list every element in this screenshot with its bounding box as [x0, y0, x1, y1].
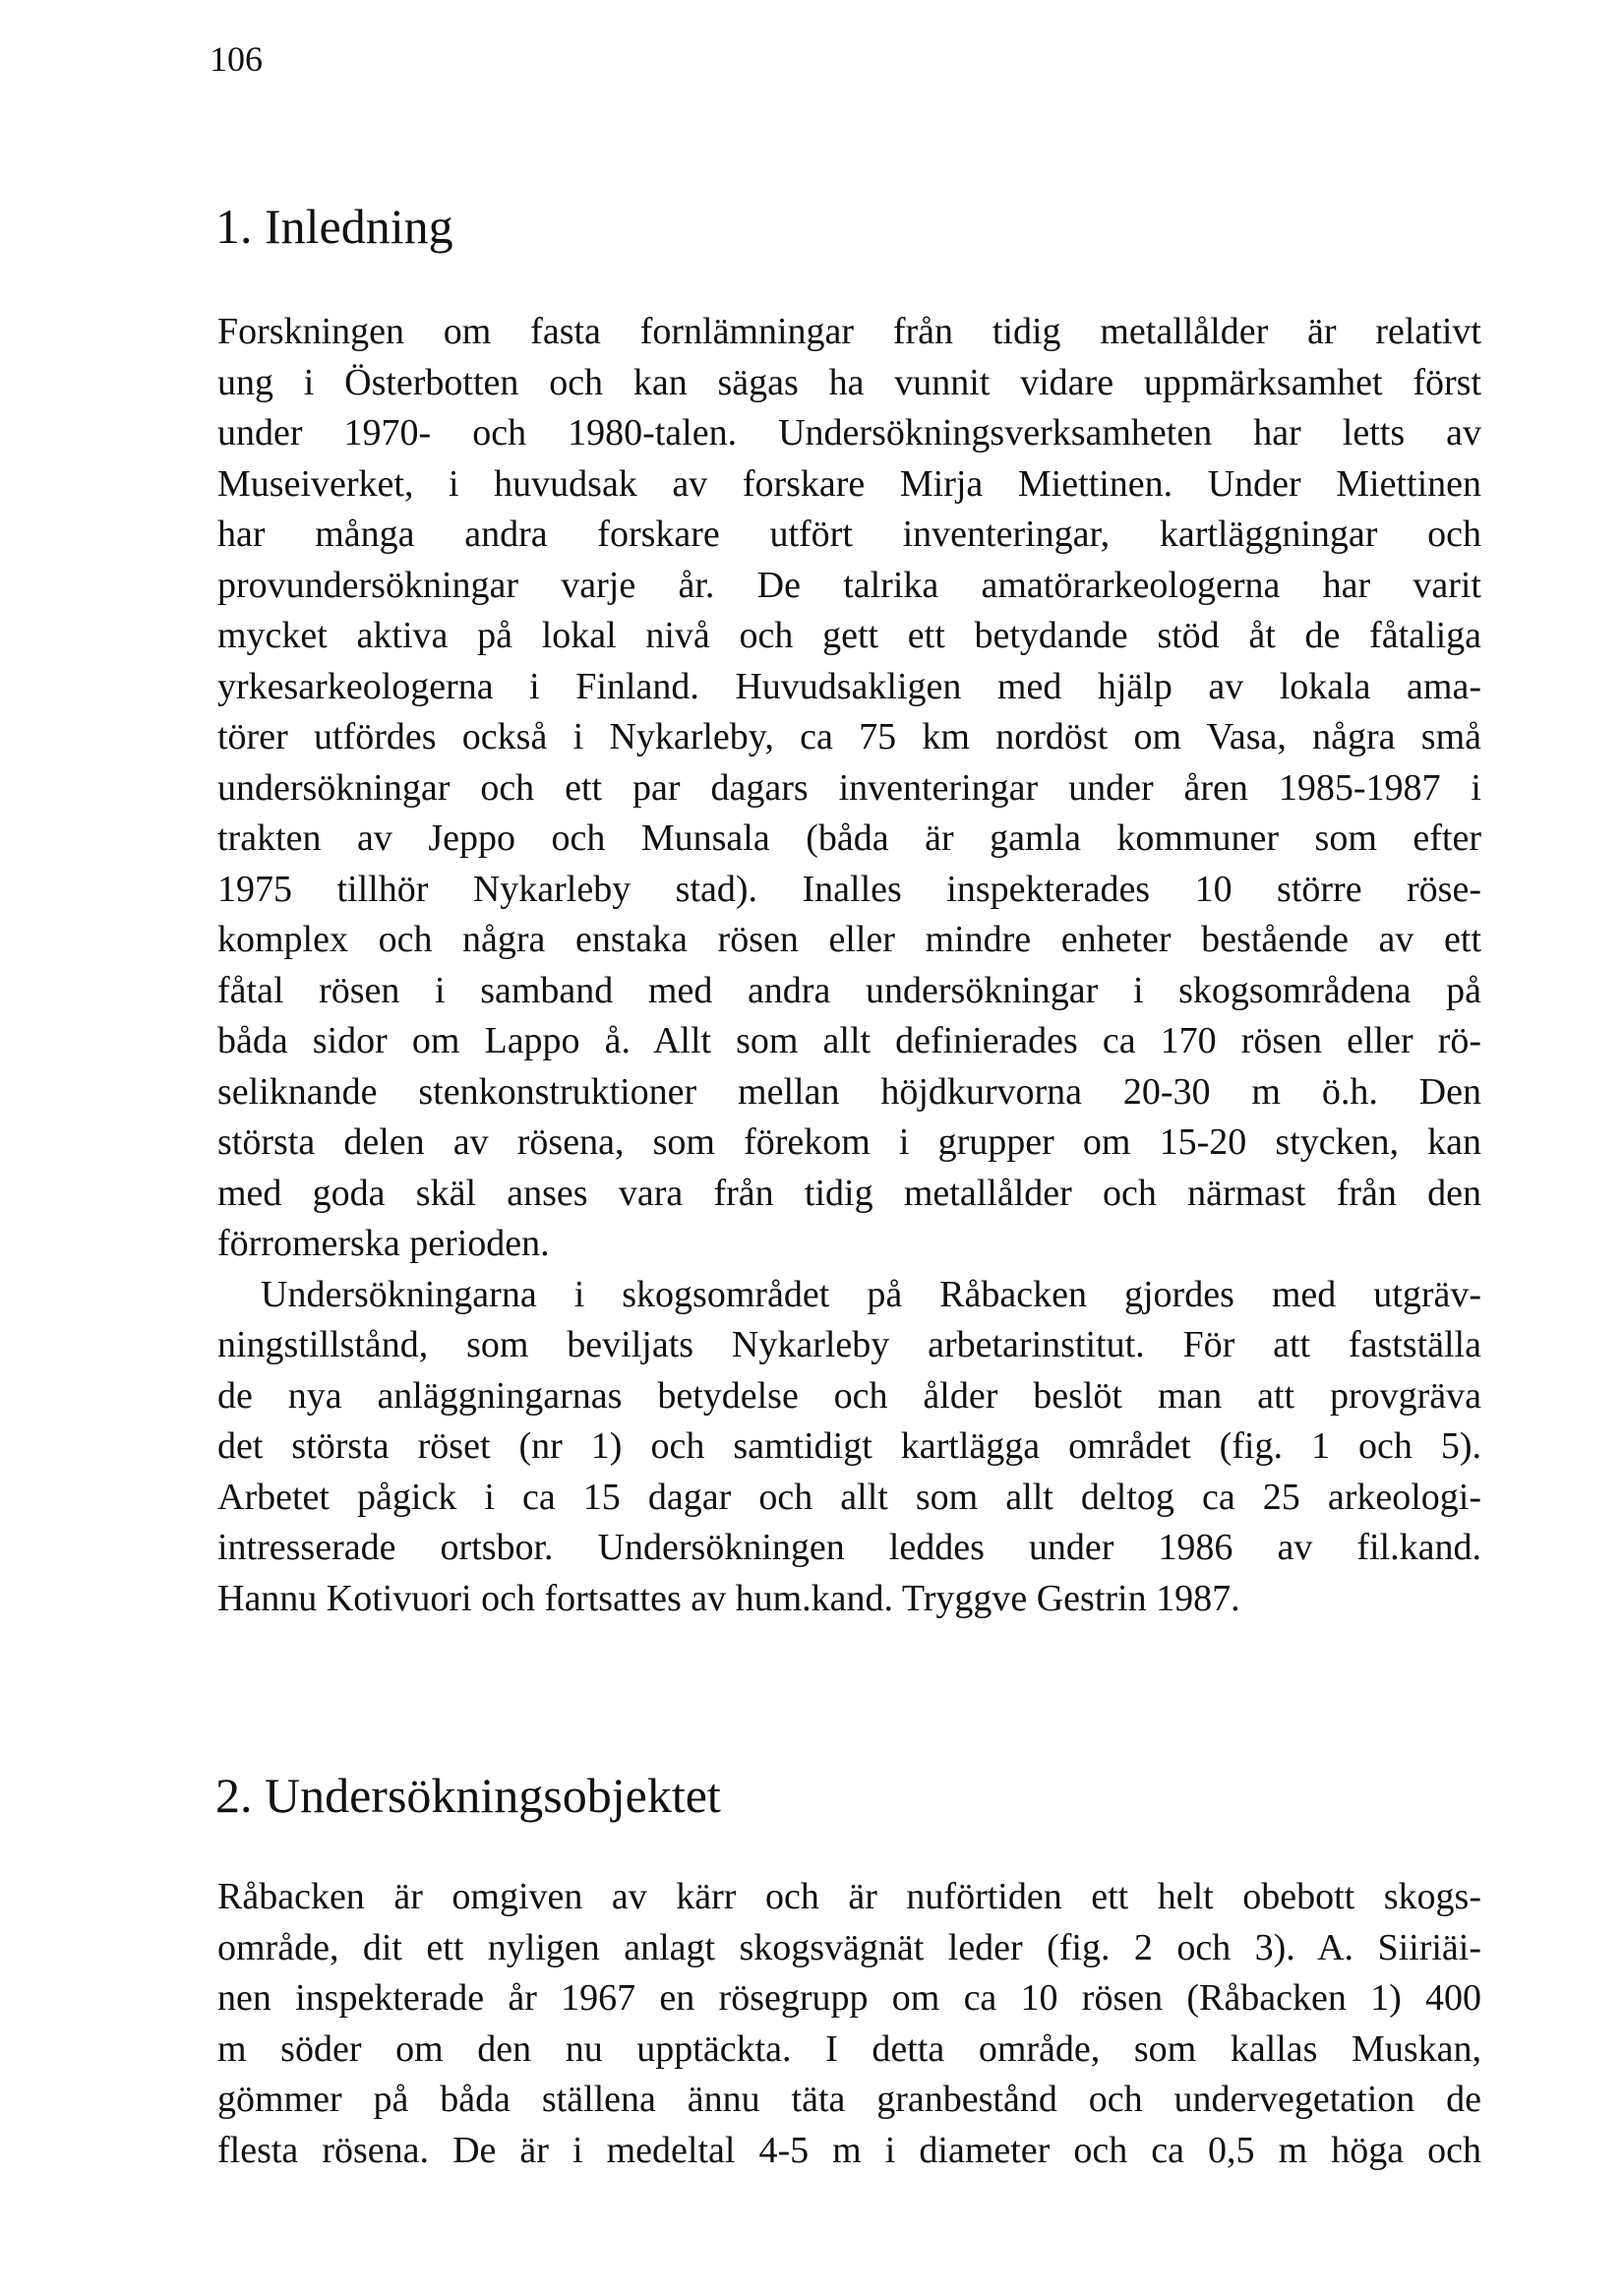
text-line: under 1970- och 1980-talen. Undersökningsverksamheten har letts av — [217, 412, 1481, 453]
text-line: undersökningar och ett par dagars inventeringar under åren 1985-1987 i — [217, 766, 1481, 809]
text-line: flesta rösena. De är i medeltal 4-5 m i diameter och ca 0,5 m höga och — [217, 2129, 1481, 2171]
text-line: provundersökningar varje år. De talrika amatörarkeologerna har varit — [217, 564, 1481, 606]
text-line: Råbacken är omgiven av kärr och är nuförtiden ett helt obebott skogs- — [217, 1876, 1481, 1917]
section-heading-inledning: 1. Inledning — [215, 199, 453, 254]
text-line: gömmer på båda ställena ännu täta granbestånd och undervegetation de — [217, 2079, 1481, 2120]
text-line: förromerska perioden. — [217, 1223, 550, 1264]
text-line: Forskningen om fasta fornlämningar från tidig metallålder är relativt — [217, 311, 1481, 352]
text-line: med goda skäl anses vara från tidig metallålder och närmast från den — [217, 1172, 1481, 1214]
text-line: törer utfördes också i Nykarleby, ca 75 km nordöst om Vasa, några små — [217, 716, 1481, 757]
paragraph — [217, 1872, 1481, 2176]
text-line: 1975 tillhör Nykarleby stad). Inalles inspekterades 10 större röse- — [217, 868, 1481, 910]
paragraph — [217, 307, 1481, 1270]
section-body-undersokningsobjektet — [217, 1872, 1481, 2176]
text-line: mycket aktiva på lokal nivå och gett ett betydande stöd åt de fåtaliga — [217, 615, 1481, 656]
text-line: område, dit ett nyligen anlagt skogsvägnät leder (fig. 2 och 3). A. Siiriäi- — [217, 1926, 1481, 1968]
text-line: Museiverket, i huvudsak av forskare Mirja Miettinen. Under Miettinen — [217, 462, 1481, 505]
text-line: ningstillstånd, som beviljats Nykarleby arbetarinstitut. För att fastställa — [217, 1324, 1481, 1365]
text-line: de nya anläggningarnas betydelse och ålder beslöt man att provgräva — [217, 1374, 1481, 1417]
text-line: Undersökningarna i skogsområdet på Råbacken gjordes med utgräv- — [261, 1273, 1481, 1315]
text-line: intresserade ortsbor. Undersökningen leddes under 1986 av fil.kand. — [217, 1527, 1481, 1568]
page-number: 106 — [210, 39, 263, 79]
text-line: yrkesarkeologerna i Finland. Huvudsakligen med hjälp av lokala ama- — [217, 665, 1481, 707]
text-line: nen inspekterade år 1967 en rösegrupp om ca 10 rösen (Råbacken 1) 400 — [217, 1977, 1481, 2019]
text-line: största delen av rösena, som förekom i grupper om 15-20 stycken, kan — [217, 1121, 1481, 1163]
text-line: båda sidor om Lappo å. Allt som allt definierades ca 170 rösen eller rö- — [217, 1020, 1481, 1061]
section-body-inledning — [217, 307, 1481, 1624]
text-line: det största röset (nr 1) och samtidigt kartlägga området (fig. 1 och 5). — [217, 1425, 1481, 1467]
text-line: trakten av Jeppo och Munsala (båda är gamla kommuner som efter — [217, 817, 1481, 859]
text-line: seliknande stenkonstruktioner mellan höjdkurvorna 20-30 m ö.h. Den — [217, 1070, 1481, 1113]
text-line: m söder om den nu upptäckta. I detta område, som kallas Muskan, — [217, 2027, 1481, 2070]
text-line: fåtal rösen i samband med andra undersökningar i skogsområdena på — [217, 969, 1481, 1011]
text-line: Arbetet pågick i ca 15 dagar och allt som allt deltog ca 25 arkeologi- — [217, 1476, 1481, 1518]
text-line: ung i Österbotten och kan sägas ha vunnit vidare uppmärksamhet först — [217, 361, 1481, 403]
text-line: Hannu Kotivuori och fortsattes av hum.kand. Tryggve Gestrin 1987. — [217, 1577, 1240, 1619]
text-line: komplex och några enstaka rösen eller mindre enheter bestående av ett — [217, 919, 1481, 960]
paragraph — [217, 1270, 1481, 1625]
section-heading-undersokningsobjektet: 2. Undersökningsobjektet — [215, 1768, 721, 1823]
text-line: har många andra forskare utfört inventeringar, kartläggningar och — [217, 514, 1481, 555]
